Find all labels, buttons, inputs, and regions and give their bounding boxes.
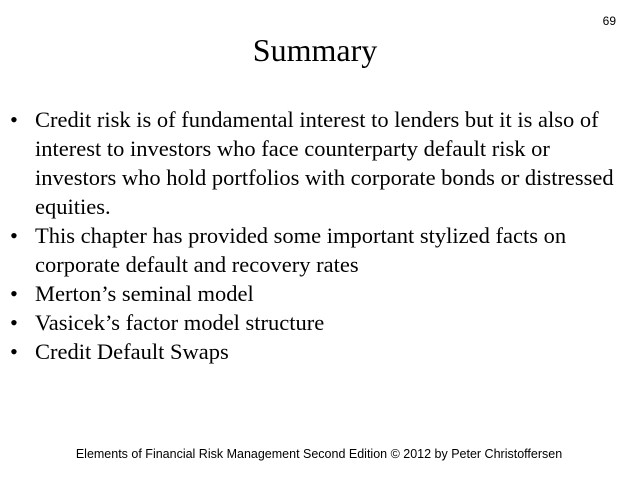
- footer: Elements of Financial Risk Management Second Edition © 2012 by Peter Christoffersen: [75, 447, 563, 461]
- bullet-text: Merton’s seminal model: [35, 281, 254, 306]
- slide-title: Summary: [252, 32, 378, 68]
- bullet-text: Vasicek’s factor model structure: [35, 310, 325, 335]
- bullet-item: [10, 105, 628, 221]
- bullet-icon: •: [10, 281, 18, 306]
- bullet-list: [10, 105, 628, 366]
- bullet-text: This chapter has provided some important stylized facts on corporate default and recovery rates: [35, 223, 567, 277]
- bullet-icon: •: [10, 310, 18, 335]
- bullet-icon: •: [10, 223, 18, 248]
- bullet-item: [10, 221, 628, 279]
- bullet-icon: •: [10, 339, 18, 364]
- page-number: 69: [602, 14, 616, 28]
- bullet-text: Credit Default Swaps: [35, 339, 229, 364]
- bullet-item: [10, 279, 628, 308]
- bullet-icon: •: [10, 107, 18, 132]
- bullet-text: Credit risk is of fundamental interest to lenders but it is also of interest to investors who face counterparty default risk or investors who hold portfolios with corporate bonds or distressed equities.: [35, 107, 614, 219]
- bullet-item: [10, 308, 628, 337]
- bullet-item: [10, 337, 628, 366]
